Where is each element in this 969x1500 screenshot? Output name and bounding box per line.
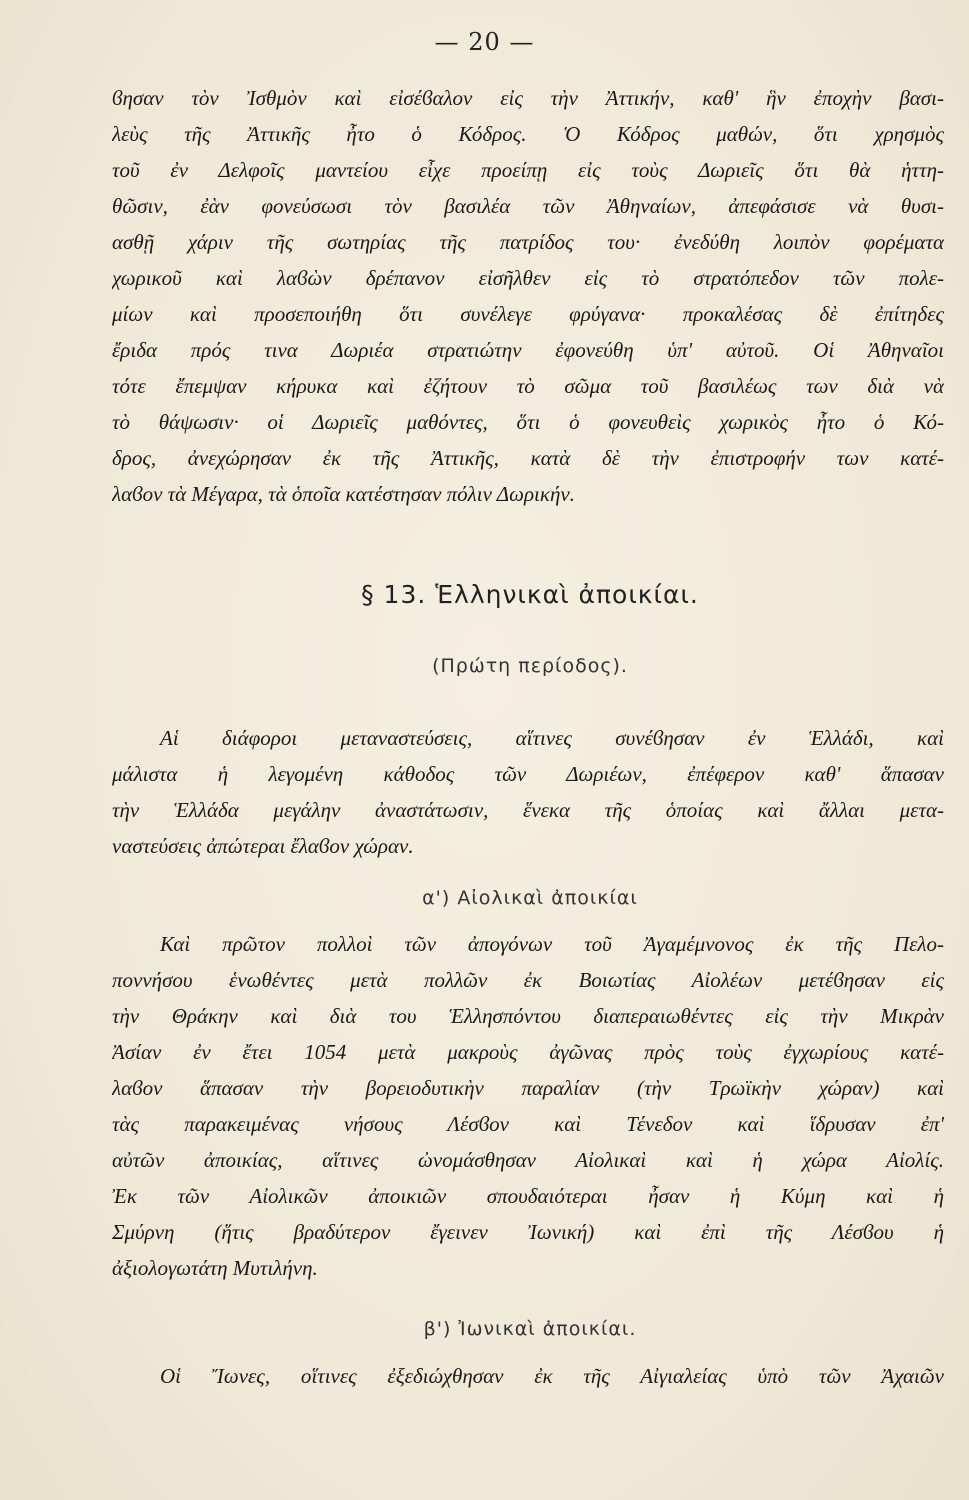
section-subtitle: (Πρώτη περίοδος). [432,655,628,677]
page-number: — 20 — [434,28,535,56]
text-line: τότε ἔπεμψαν κήρυκα καὶ ἐζήτουν τὸ σῶμα τοῦ βασιλέως των διὰ νὰ [112,374,944,398]
text-line: τοῦ ἐν Δελφοῖς μαντείου εἶχε προείπῃ εἰς τοὺς Δωριεῖς ὅτι θὰ ἡττη- [112,158,944,182]
text-line: τὴν Ἑλλάδα μεγάλην ἀναστάτωσιν, ἕνεκα τῆς ὁποίας καὶ ἄλλαι μετα- [112,798,944,822]
text-line: λαϐον τὰ Μέγαρα, τὰ ὁποῖα κατέστησαν πόλιν Δωρικήν. [112,482,575,506]
text-line: Οἱ Ἴωνες, οἵτινες ἐξεδιώχθησαν ἐκ τῆς Αἰγιαλείας ὑπὸ τῶν Ἀχαιῶν [160,1364,944,1388]
text-line: τὴν Θράκην καὶ διὰ του Ἑλλησπόντου διαπεραιωθέντες εἰς τὴν Μικρὰν [112,1004,944,1028]
heading-aeolian-colonies: α') Αἰολικαὶ ἀποικίαι [422,887,638,909]
text-line: μάλιστα ἡ λεγομένη κάθοδος τῶν Δωριέων, ἐπέφερον καθ' ἅπασαν [112,762,944,786]
paragraph-kodros [112,80,944,512]
text-line: δρος, ἀνεχώρησαν ἐκ τῆς Ἀττικῆς, κατὰ δὲ τὴν ἐπιστροφήν των κατέ- [112,446,944,470]
text-line: ασθῇ χάριν τῆς σωτηρίας τῆς πατρίδος του· ἐνεδύθη λοιπὸν φορέματα [112,230,944,254]
text-line: ἀξιολογωτάτη Μυτιλήνη. [112,1256,318,1280]
section-title: § 13. Ἑλληνικαὶ ἀποικίαι. [361,580,699,609]
text-line: χωρικοῦ καὶ λαϐὼν δρέπανον εἰσῆλθεν εἰς τὸ στρατόπεδον τῶν πολε- [112,266,944,290]
paragraph-migrations [112,720,944,864]
text-line: ἔριδα πρός τινα Δωριέα στρατιώτην ἐφονεύθη ὑπ' αὐτοῦ. Οἱ Ἀθηναῖοι [112,338,944,362]
text-line: ϐησαν τὸν Ἰσθμὸν καὶ εἰσέϐαλον εἰς τὴν Ἀττικήν, καθ' ἣν ἐποχὴν βασι- [112,86,944,110]
heading-ionian-colonies: β') Ἰωνικαὶ ἀποικίαι. [423,1318,637,1340]
text-line: Καὶ πρῶτον πολλοὶ τῶν ἀπογόνων τοῦ Ἀγαμέμνονος ἐκ τῆς Πελο- [160,932,944,956]
text-line: ποννήσου ἑνωθέντες μετὰ πολλῶν ἐκ Βοιωτίας Αἰολέων μετέϐησαν εἰς [112,968,944,992]
text-line: αὐτῶν ἀποικίας, αἵτινες ὠνομάσθησαν Αἰολικαὶ καὶ ἡ χώρα Αἰολίς. [112,1148,944,1172]
text-line: θῶσιν, ἐὰν φονεύσωσι τὸν βασιλέα τῶν Ἀθηναίων, ἀπεφάσισε νὰ θυσι- [112,194,944,218]
text-line: Ἀσίαν ἐν ἔτει 1054 μετὰ μακροὺς ἀγῶνας πρὸς τοὺς ἐγχωρίους κατέ- [112,1040,944,1064]
text-line: τὸ θάψωσιν· οἱ Δωριεῖς μαθόντες, ὅτι ὁ φονευθεὶς χωρικὸς ἦτο ὁ Κό- [112,410,944,434]
text-line: μίων καὶ προσεποιήθη ὅτι συνέλεγε φρύγανα· προκαλέσας δὲ ἐπίτηδες [112,302,944,326]
text-line: Σμύρνη (ἥτις βραδύτερον ἔγεινεν Ἰωνική) καὶ ἐπὶ τῆς Λέσϐου ἡ [112,1220,944,1244]
text-line: λαϐον ἅπασαν τὴν βορειοδυτικὴν παραλίαν (τὴν Τρωϊκὴν χώραν) καὶ [112,1076,944,1100]
paragraph-ionian [112,1358,944,1394]
text-line: Αἱ διάφοροι μεταναστεύσεις, αἵτινες συνέϐησαν ἐν Ἑλλάδι, καὶ [160,726,944,750]
text-line: λεὺς τῆς Ἀττικῆς ἦτο ὁ Κόδρος. Ὁ Κόδρος μαθών, ὅτι χρησμὸς [112,122,944,146]
text-line: ναστεύσεις ἀπώτεραι ἔλαϐον χώραν. [112,834,414,858]
paragraph-aeolian [112,926,944,1286]
text-line: τὰς παρακειμένας νήσους Λέσϐον καὶ Τένεδον καὶ ἵδρυσαν ἐπ' [112,1112,944,1136]
text-line: Ἐκ τῶν Αἰολικῶν ἀποικιῶν σπουδαιότεραι ἦσαν ἡ Κύμη καὶ ἡ [112,1184,944,1208]
